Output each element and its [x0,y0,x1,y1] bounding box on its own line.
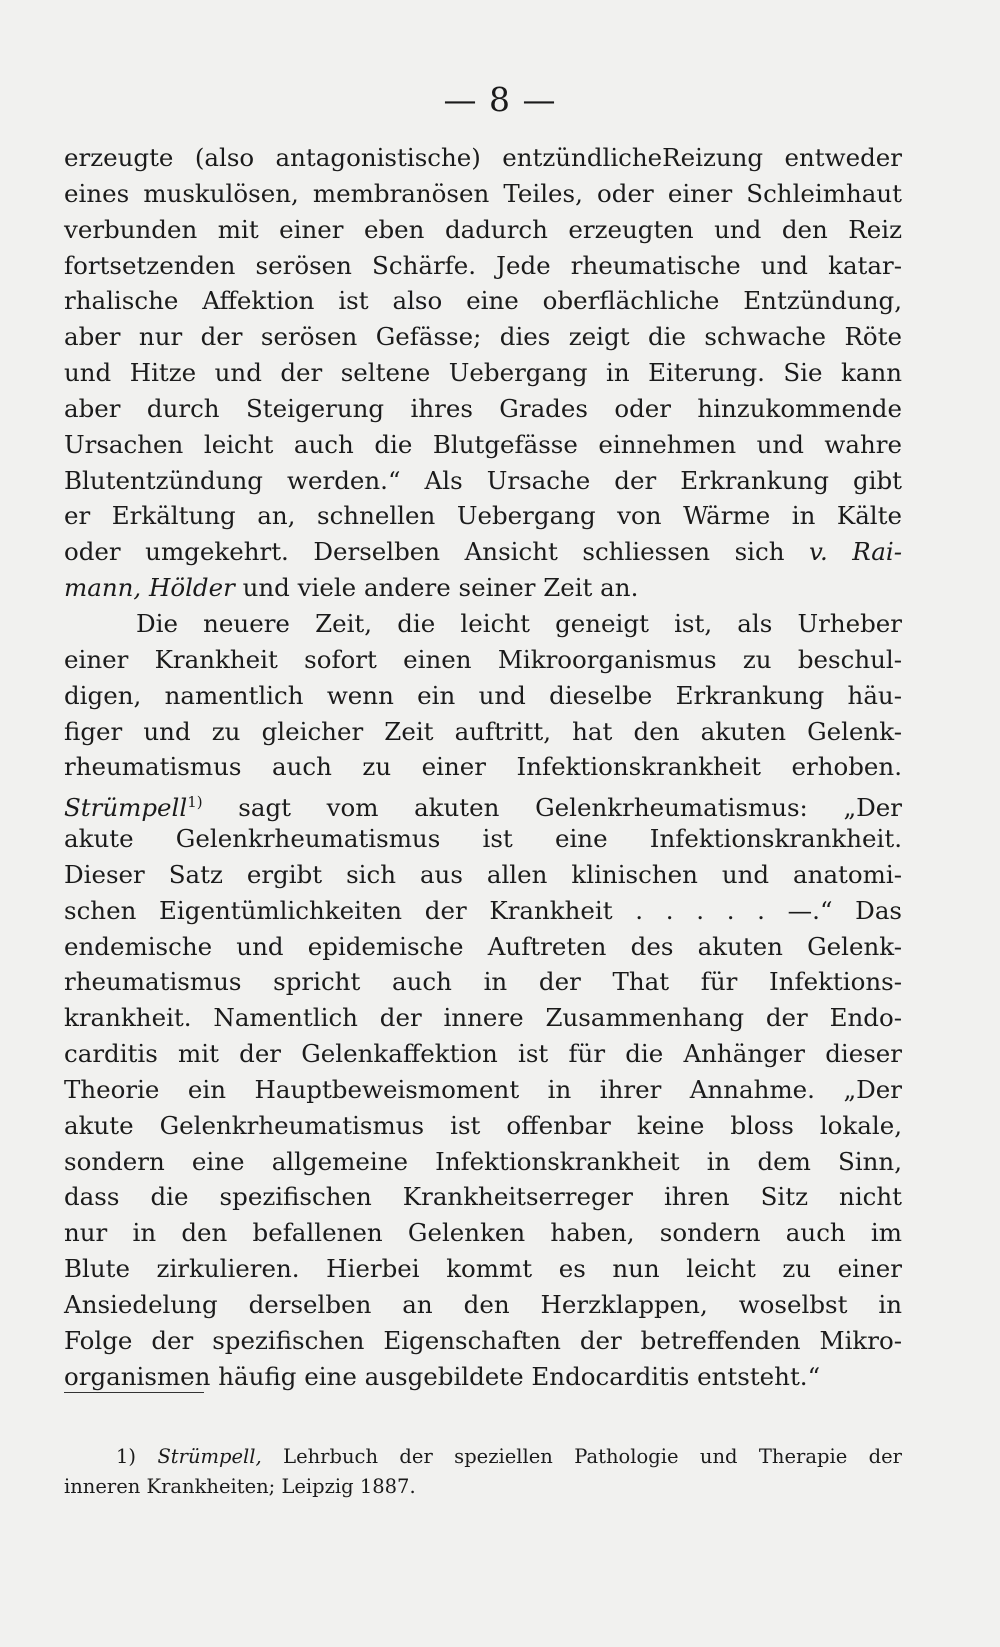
text-line [64,391,902,427]
text-span: Theorie ein Hauptbeweismoment in ihrer Annahme. „Der [64,1074,902,1104]
text-span: und viele andere seiner Zeit an. [234,573,639,603]
text-span: dass die spezifischen Krankheitserreger ihren Sitz nicht [64,1182,902,1212]
footnote-reference[interactable]: 1) [187,793,203,812]
author-name-italic: Strümpell [64,793,188,823]
text-span: Blute zirkulieren. Hierbei kommt es nun leicht zu einer [64,1254,902,1284]
text-span: rhalische Affektion ist also eine oberflächliche Entzündung, [64,286,902,316]
text-span: erzeugte (also antagonistische) entzündlicheReizung entweder [64,143,902,172]
text-span: digen, namentlich wenn ein und dieselbe Erkrankung häu- [64,680,902,710]
text-span: fortsetzenden serösen Schärfe. Jede rheumatische und katar- [64,250,902,280]
text-span: akute Gelenkrheumatismus ist eine Infektionskrankheit. [64,824,902,854]
text-line [64,1287,902,1323]
page-number: — 8 — [443,80,557,119]
text-line [64,248,902,284]
text-line [64,1215,902,1251]
footnote-divider [64,1392,204,1393]
text-line [64,749,902,785]
text-line [64,821,902,857]
text-span: Ursachen leicht auch die Blutgefässe einnehmen und wahre [64,429,902,459]
text-span: Blutentzündung werden.“ Als Ursache der Erkrankung gibt [64,465,902,495]
text-span: inneren Krankheiten; Leipzig 1887. [64,1475,416,1498]
text-line [64,570,902,606]
text-line [64,1179,902,1215]
text-line [64,463,902,499]
text-span: rheumatismus auch zu einer Infektionskrankheit erhoben. [64,752,902,782]
text-span: Dieser Satz ergibt sich aus allen klinischen und anatomi- [64,859,902,889]
text-line [64,785,902,821]
text-line [64,857,902,893]
text-line [64,1000,902,1036]
footnote-author-italic: Strümpell, [157,1445,262,1468]
text-span: er Erkältung an, schnellen Uebergang von Wärme in Kälte [64,501,902,531]
text-line [64,893,902,929]
text-line [64,427,902,463]
text-span: endemische und epidemische Auftreten des akuten Gelenk- [64,931,902,961]
text-line [64,1072,902,1108]
text-line [64,929,902,965]
text-line [64,176,902,212]
text-span: aber nur der serösen Gefässe; dies zeigt die schwache Röte [64,322,902,352]
text-line [64,714,902,750]
text-span: einer Krankheit sofort einen Mikroorganismus zu beschul- [64,644,902,674]
footnote-line [64,1472,902,1502]
text-line [64,355,902,391]
author-name-italic: mann, Hölder [64,573,235,603]
footnote [64,1442,902,1502]
text-span: schen Eigentümlichkeiten der Krankheit . . . . . —.“ Das [64,895,902,925]
footnote-marker: 1) [116,1445,137,1468]
author-name-italic: v. Rai- [809,537,902,567]
text-span: figer und zu gleicher Zeit auftritt, hat den akuten Gelenk- [64,716,902,746]
text-line [64,964,902,1000]
text-span: und Hitze und der seltene Uebergang in Eiterung. Sie kann [64,358,902,388]
text-line [64,678,902,714]
footnote-line [64,1442,902,1472]
text-span: aber durch Steigerung ihres Grades oder hinzukommende [64,393,902,423]
text-span: akute Gelenkrheumatismus ist offenbar keine bloss lokale, [64,1110,902,1140]
text-span: eines muskulösen, membranösen Teiles, oder einer Schleimhaut [64,178,902,208]
text-span: sondern eine allgemeine Infektionskrankheit in dem Sinn, [64,1146,902,1176]
text-line [64,1323,902,1359]
text-line [64,1144,902,1180]
text-span: Die neuere Zeit, die leicht geneigt ist, als Urheber [136,608,902,638]
text-line [64,1251,902,1287]
text-span: nur in den befallenen Gelenken haben, sondern auch im [64,1218,902,1248]
text-span: Ansiedelung derselben an den Herzklappen, woselbst in [64,1290,902,1319]
text-line [64,1359,902,1395]
text-line [64,319,902,355]
text-line [64,140,902,176]
text-line [64,534,902,570]
text-line [64,212,902,248]
text-line [64,1108,902,1144]
text-span: Lehrbuch der speziellen Pathologie und Therapie der [261,1445,902,1468]
text-span: Folge der spezifischen Eigenschaften der betreffenden Mikro- [64,1325,902,1355]
body-text [64,140,902,1395]
text-span: rheumatismus spricht auch in der That für Infektions- [64,967,902,997]
text-span: krankheit. Namentlich der innere Zusammenhang der Endo- [64,1003,902,1033]
text-span: sagt vom akuten Gelenkrheumatismus: „Der [202,793,902,823]
text-line [64,1036,902,1072]
text-line [64,642,902,678]
text-span: carditis mit der Gelenkaffektion ist für die Anhänger dieser [64,1039,902,1069]
text-line [64,283,902,319]
text-span: oder umgekehrt. Derselben Ansicht schliessen sich [64,537,810,567]
text-span: organismen häufig eine ausgebildete Endocarditis entsteht.“ [64,1361,821,1391]
text-line [64,606,902,642]
text-line [64,498,902,534]
text-span: verbunden mit einer eben dadurch erzeugten und den Reiz [64,214,902,244]
